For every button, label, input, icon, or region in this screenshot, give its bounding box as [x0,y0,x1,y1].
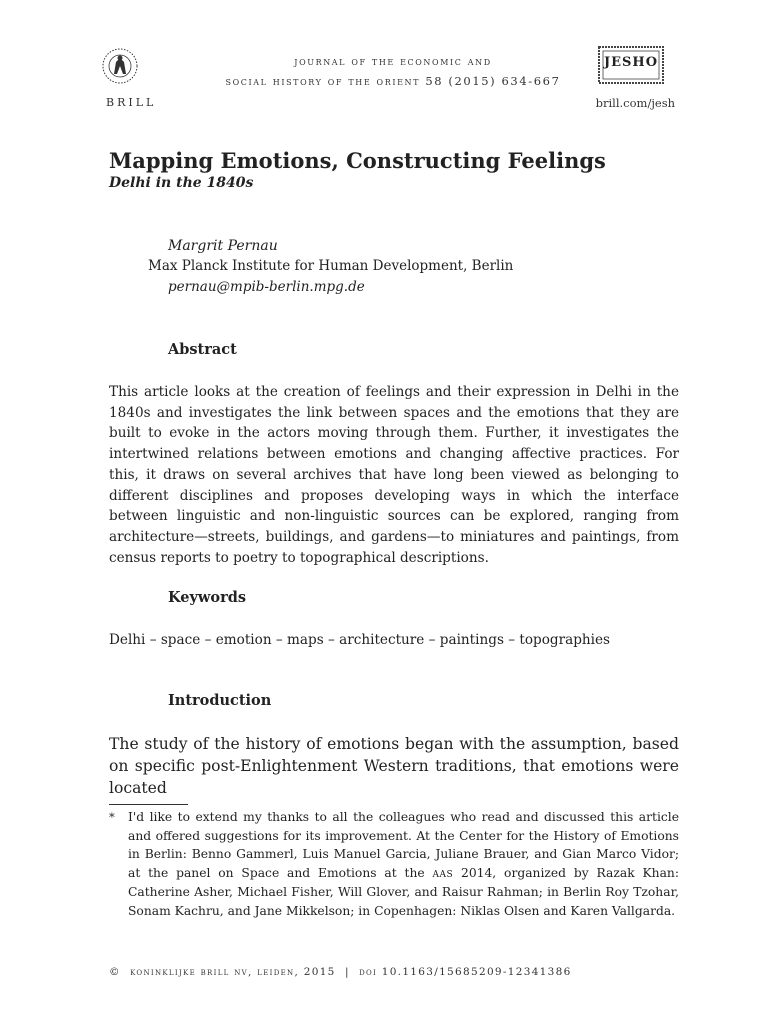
keywords-heading: Keywords [168,589,247,606]
article-subtitle: Delhi in the 1840s [109,175,254,191]
conference-abbrev: aas [432,866,454,881]
jesho-logo-text: JESHO [603,55,659,70]
author-email[interactable]: pernau@mpib-berlin.mpg.de [168,279,365,295]
journal-name-line2: social history of the orient 58 (2015) 634-667 [225,74,561,88]
article-title: Mapping Emotions, Constructing Feelings [109,148,606,173]
keywords-text: Delhi – space – emotion – maps – architecture – paintings – topographies [109,632,611,648]
journal-name-line1: journal of the economic and [294,54,492,68]
copyright-line [109,966,572,978]
author-name: Margrit Pernau [168,238,278,254]
publisher-name: BRILL [106,96,157,109]
author-affiliation: Max Planck Institute for Human Development, Berlin [148,258,514,274]
footnote-text-part1: I'd like to extend my thanks to all the colleagues who read and discussed this article and offered suggestions for its improvement. At the Center for the History of Emotions in Berlin: Benno Gammerl, Luis Manuel Garcia, Juliane Brauer, and Gian Marco Vidor; at the panel on Space and Emotions at the [128,810,679,881]
footnote-text-part2: 2014, organized by Razak Khan: Catherine Asher, Michael Fisher, Will Glover, and Raisur Rahman; in Berlin Roy Tzohar, Sonam Kachru, and Jane Mikkelson; in Copenhagen: Niklas Olsen and Karen Vallgarda. [128,866,679,918]
footer-separator: | [344,966,350,978]
copyright-publisher: koninklijke brill nv, leiden, 2015 [130,966,336,978]
copyright-symbol: © [109,966,121,978]
abstract-heading: Abstract [168,341,237,358]
introduction-text: The study of the history of emotions began with the assumption, based on specific post-Enlightenment Western traditions, that emotions were located [109,735,679,797]
introduction-heading: Introduction [168,692,272,709]
doi-link[interactable]: doi 10.1163/15685209-12341386 [359,966,572,978]
brill-seal-logo [100,44,140,98]
footnote-divider [109,804,188,805]
abstract-text: This article looks at the creation of feelings and their expression in Delhi in the 1840s and investigates the link between spaces and the emotions that they are built to evoke in the actors moving through them. Further, it investigates the intertwined relations between emotions and changing affective practices. For this, it draws on several archives that have long been viewed as belonging to different disciplines and proposes developing ways in which the interface between linguistic and non-linguistic sources can be explored, ranging from architecture—streets, buildings, and gardens—to miniatures and paintings, from census reports to poetry to topographical descriptions. [109,384,679,566]
footnote-marker: * [109,810,115,824]
footnote-text [128,808,679,920]
journal-url[interactable]: brill.com/jesh [595,96,675,110]
